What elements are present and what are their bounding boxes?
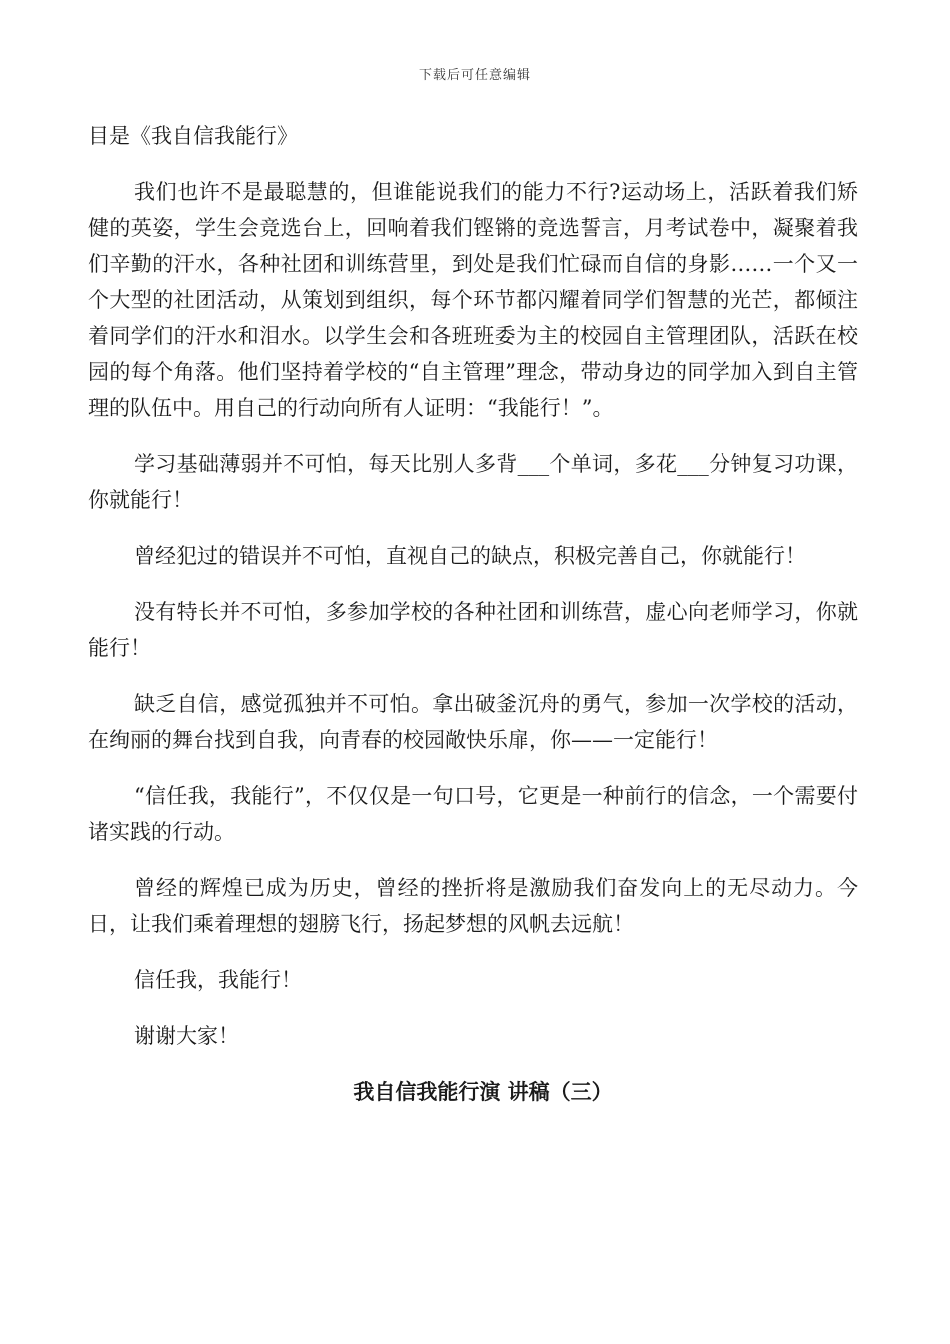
document-body: [88, 118, 858, 1110]
section-title: 我自信我能行演 讲稿（三）: [353, 1080, 613, 1104]
paragraph-6: “信任我，我能行”，不仅仅是一句口号，它更是一种前行的信念，一个需要付诸实践的行动。: [88, 784, 858, 844]
paragraph-4: 没有特长并不可怕，多参加学校的各种社团和训练营，虚心向老师学习，你就能行！: [88, 600, 858, 660]
paragraph-9: 谢谢大家！: [134, 1024, 239, 1048]
paragraph-1: 我们也许不是最聪慧的，但谁能说我们的能力不行?运动场上，活跃着我们矫健的英姿，学生会竞选台上，回响着我们铿锵的竞选誓言，月考试卷中，凝聚着我们辛勤的汗水，各种社团和训练营里，到处是我们忙碌而自信的身影……一个又一个大型的社团活动，从策划到组织，每个环节都闪耀着同学们智慧的光芒，都倾注着同学们的汗水和泪水。以学生会和各班班委为主的校园自主管理团队，活跃在校园的每个角落。他们坚持着学校的“自主管理”理念，带动身边的同学加入到自主管理的队伍中。用自己的行动向所有人证明：“我能行！”。: [88, 180, 858, 420]
paragraph-3: 曾经犯过的错误并不可怕，直视自己的缺点，积极完善自己，你就能行！: [134, 544, 806, 568]
paragraph-7: 曾经的辉煌已成为历史，曾经的挫折将是激励我们奋发向上的无尽动力。今日，让我们乘着理想的翅膀飞行，扬起梦想的风帆去远航！: [88, 876, 858, 936]
header-note: 下载后可任意编辑: [418, 68, 531, 83]
paragraph-8: 信任我，我能行！: [134, 968, 302, 992]
paragraph-2: 学习基础薄弱并不可怕，每天比别人多背___个单词，多花___分钟复习功课，你就能行！: [88, 452, 858, 512]
paragraph-5: 缺乏自信，感觉孤独并不可怕。拿出破釜沉舟的勇气，参加一次学校的活动，在绚丽的舞台找到自我，向青春的校园敞快乐扉，你——一定能行！: [88, 692, 858, 752]
paragraph-title-line: 目是《我自信我能行》: [88, 124, 298, 148]
